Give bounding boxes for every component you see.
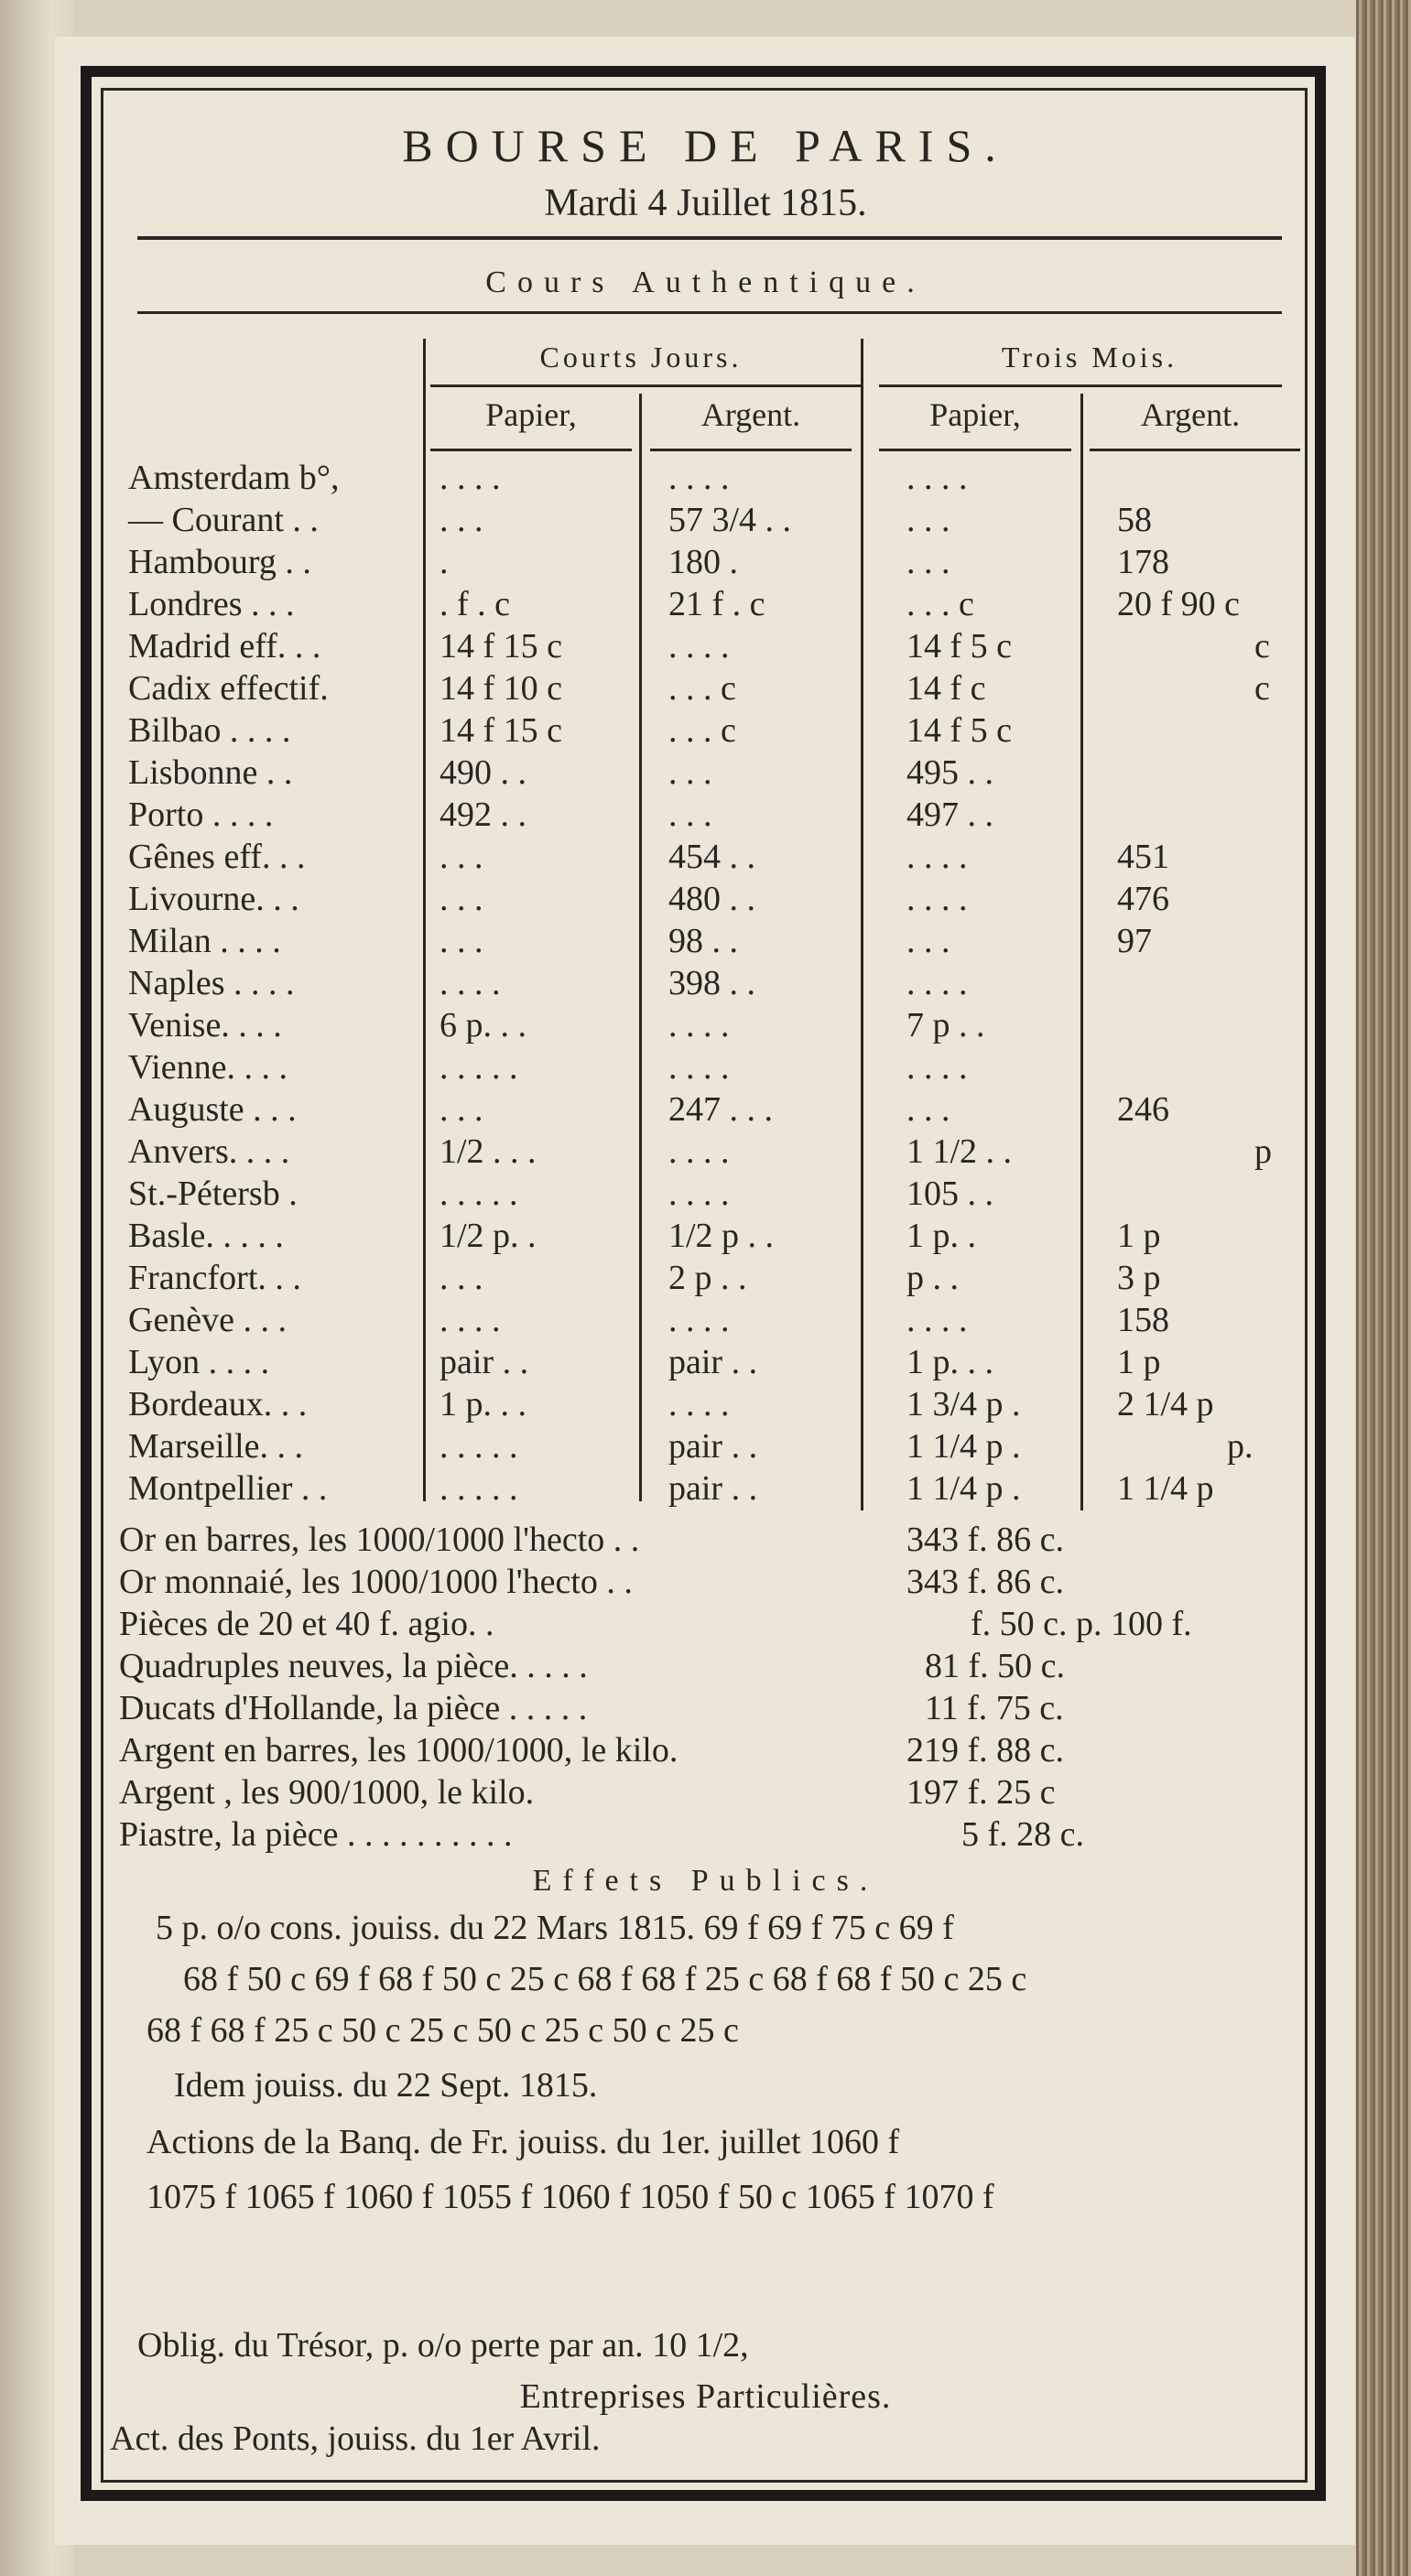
effets-line: 1075 f 1065 f 1060 f 1055 f 1060 f 1050 f 50 c 1065 f 1070 f — [147, 2178, 994, 2216]
table-row: Milan . . . . . . . 98 . . . . . 97 — [128, 922, 1152, 960]
table-row: Bordeaux. . . 1 p. . . . . . . 1 3/4 p . 2 1/4 p — [128, 1385, 1214, 1423]
effets-line: Actions de la Banq. de Fr. jouiss. du 1er. juillet 1060 f — [147, 2123, 900, 2161]
table-row: Francfort. . . . . . 2 p . . p . . 3 p — [128, 1259, 1161, 1297]
metal-row: Ducats d'Hollande, la pièce . . . . . 11 f. 75 c. — [119, 1689, 1064, 1727]
sub-rule-2 — [650, 449, 852, 451]
table-row: Hambourg . . . 180 . . . . 178 — [128, 543, 1169, 581]
table-row: Anvers. . . . 1/2 . . . . . . . 1 1/2 . . p — [128, 1132, 1272, 1171]
group1-rule — [430, 384, 861, 387]
page-edges — [1356, 0, 1411, 2576]
table-row: Gênes eff. . . . . . 454 . . . . . . 451 — [128, 838, 1169, 876]
metal-row: Pièces de 20 et 40 f. agio. . f. 50 c. p. 100 f. — [119, 1605, 1192, 1643]
effets-line: Idem jouiss. du 22 Sept. 1815. — [174, 2066, 598, 2105]
metal-row: Argent , les 900/1000, le kilo. 197 f. 25 c — [119, 1773, 1056, 1812]
page-date: Mardi 4 Juillet 1815. — [544, 182, 867, 224]
page-title: BOURSE DE PARIS. — [402, 120, 1009, 171]
group-courts-jours: Courts Jours. — [539, 341, 743, 373]
table-row: Vienne. . . . . . . . . . . . . . . . . — [128, 1048, 968, 1087]
table-row: Amsterdam b°, . . . . . . . . . . . . — [128, 459, 968, 497]
table-row: Basle. . . . . 1/2 p. . 1/2 p . . 1 p. . 1 p — [128, 1217, 1161, 1255]
table-row: Lisbonne . . 490 . . . . . 495 . . — [128, 753, 993, 792]
tresor-line: Oblig. du Trésor, p. o/o perte par an. 10 1/2, — [137, 2326, 749, 2365]
col-papier-2: Papier, — [929, 396, 1021, 433]
table-row: Marseille. . . . . . . . pair . . 1 1/4 p . p. — [128, 1427, 1254, 1466]
table-row: Madrid eff. . . 14 f 15 c . . . . 14 f 5 c c — [128, 627, 1270, 666]
table-row: — Courant . . . . . 57 3/4 . . . . . 58 — [128, 501, 1152, 539]
effets-line: 5 p. o/o cons. jouiss. du 22 Mars 1815. 69 f 69 f 75 c 69 f — [156, 1909, 954, 1947]
table-row: Bilbao . . . . 14 f 15 c . . . c 14 f 5 c — [128, 711, 1013, 750]
table-row: Montpellier . . . . . . . pair . . 1 1/4 p . 1 1/4 p — [128, 1469, 1214, 1508]
table-row: St.-Pétersb . . . . . . . . . . 105 . . — [128, 1174, 993, 1213]
col-papier-1: Papier, — [485, 396, 577, 433]
metal-row: Quadruples neuves, la pièce. . . . . 81 f. 50 c. — [119, 1647, 1066, 1685]
table-row: Venise. . . . 6 p. . . . . . . 7 p . . — [128, 1006, 985, 1044]
col-argent-2: Argent. — [1140, 396, 1241, 433]
group-trois-mois: Trois Mois. — [1001, 341, 1178, 373]
table-row: Livourne. . . . . . 480 . . . . . . 476 — [128, 880, 1169, 918]
sub-rule-1 — [430, 449, 632, 451]
section-effets: Effets Publics. — [532, 1864, 879, 1898]
table-row: Genève . . . . . . . . . . . . . . . 158 — [128, 1301, 1169, 1339]
metal-row: Argent en barres, les 1000/1000, le kilo. 219 f. 88 c. — [119, 1731, 1065, 1770]
section-rule — [137, 311, 1282, 314]
group2-rule — [879, 384, 1282, 387]
header-rule — [137, 236, 1282, 240]
table-row: Naples . . . . . . . . 398 . . . . . . — [128, 964, 968, 1002]
section-entreprises: Entreprises Particulières. — [519, 2377, 892, 2416]
section-cours: Cours Authentique. — [485, 265, 926, 299]
col-argent-1: Argent. — [700, 396, 801, 433]
table-row: Londres . . . . f . c 21 f . c . . . c 20 f 90 c — [128, 585, 1241, 623]
table-row: Cadix effectif. 14 f 10 c . . . c 14 f c c — [128, 669, 1270, 708]
sub-rule-4 — [1090, 449, 1300, 451]
sub-rule-3 — [879, 449, 1071, 451]
effets-line: 68 f 50 c 69 f 68 f 50 c 25 c 68 f 68 f 25 c 68 f 68 f 50 c 25 c — [183, 1960, 1027, 1998]
metal-row: Piastre, la pièce . . . . . . . . . . 5 f. 28 c. — [119, 1815, 1085, 1854]
table-row: Lyon . . . . pair . . pair . . 1 p. . . 1 p — [128, 1343, 1161, 1381]
table-row: Auguste . . . . . . 247 . . . . . . 246 — [128, 1090, 1169, 1129]
table-row: Porto . . . . 492 . . . . . 497 . . — [128, 796, 993, 834]
metal-row: Or en barres, les 1000/1000 l'hecto . . 343 f. 86 c. — [119, 1521, 1065, 1559]
metal-row: Or monnaié, les 1000/1000 l'hecto . . 343 f. 86 c. — [119, 1563, 1065, 1601]
ponts-line: Act. des Ponts, jouiss. du 1er Avril. — [110, 2419, 601, 2458]
effets-line: 68 f 68 f 25 c 50 c 25 c 50 c 25 c 50 c 25 c — [147, 2011, 739, 2050]
